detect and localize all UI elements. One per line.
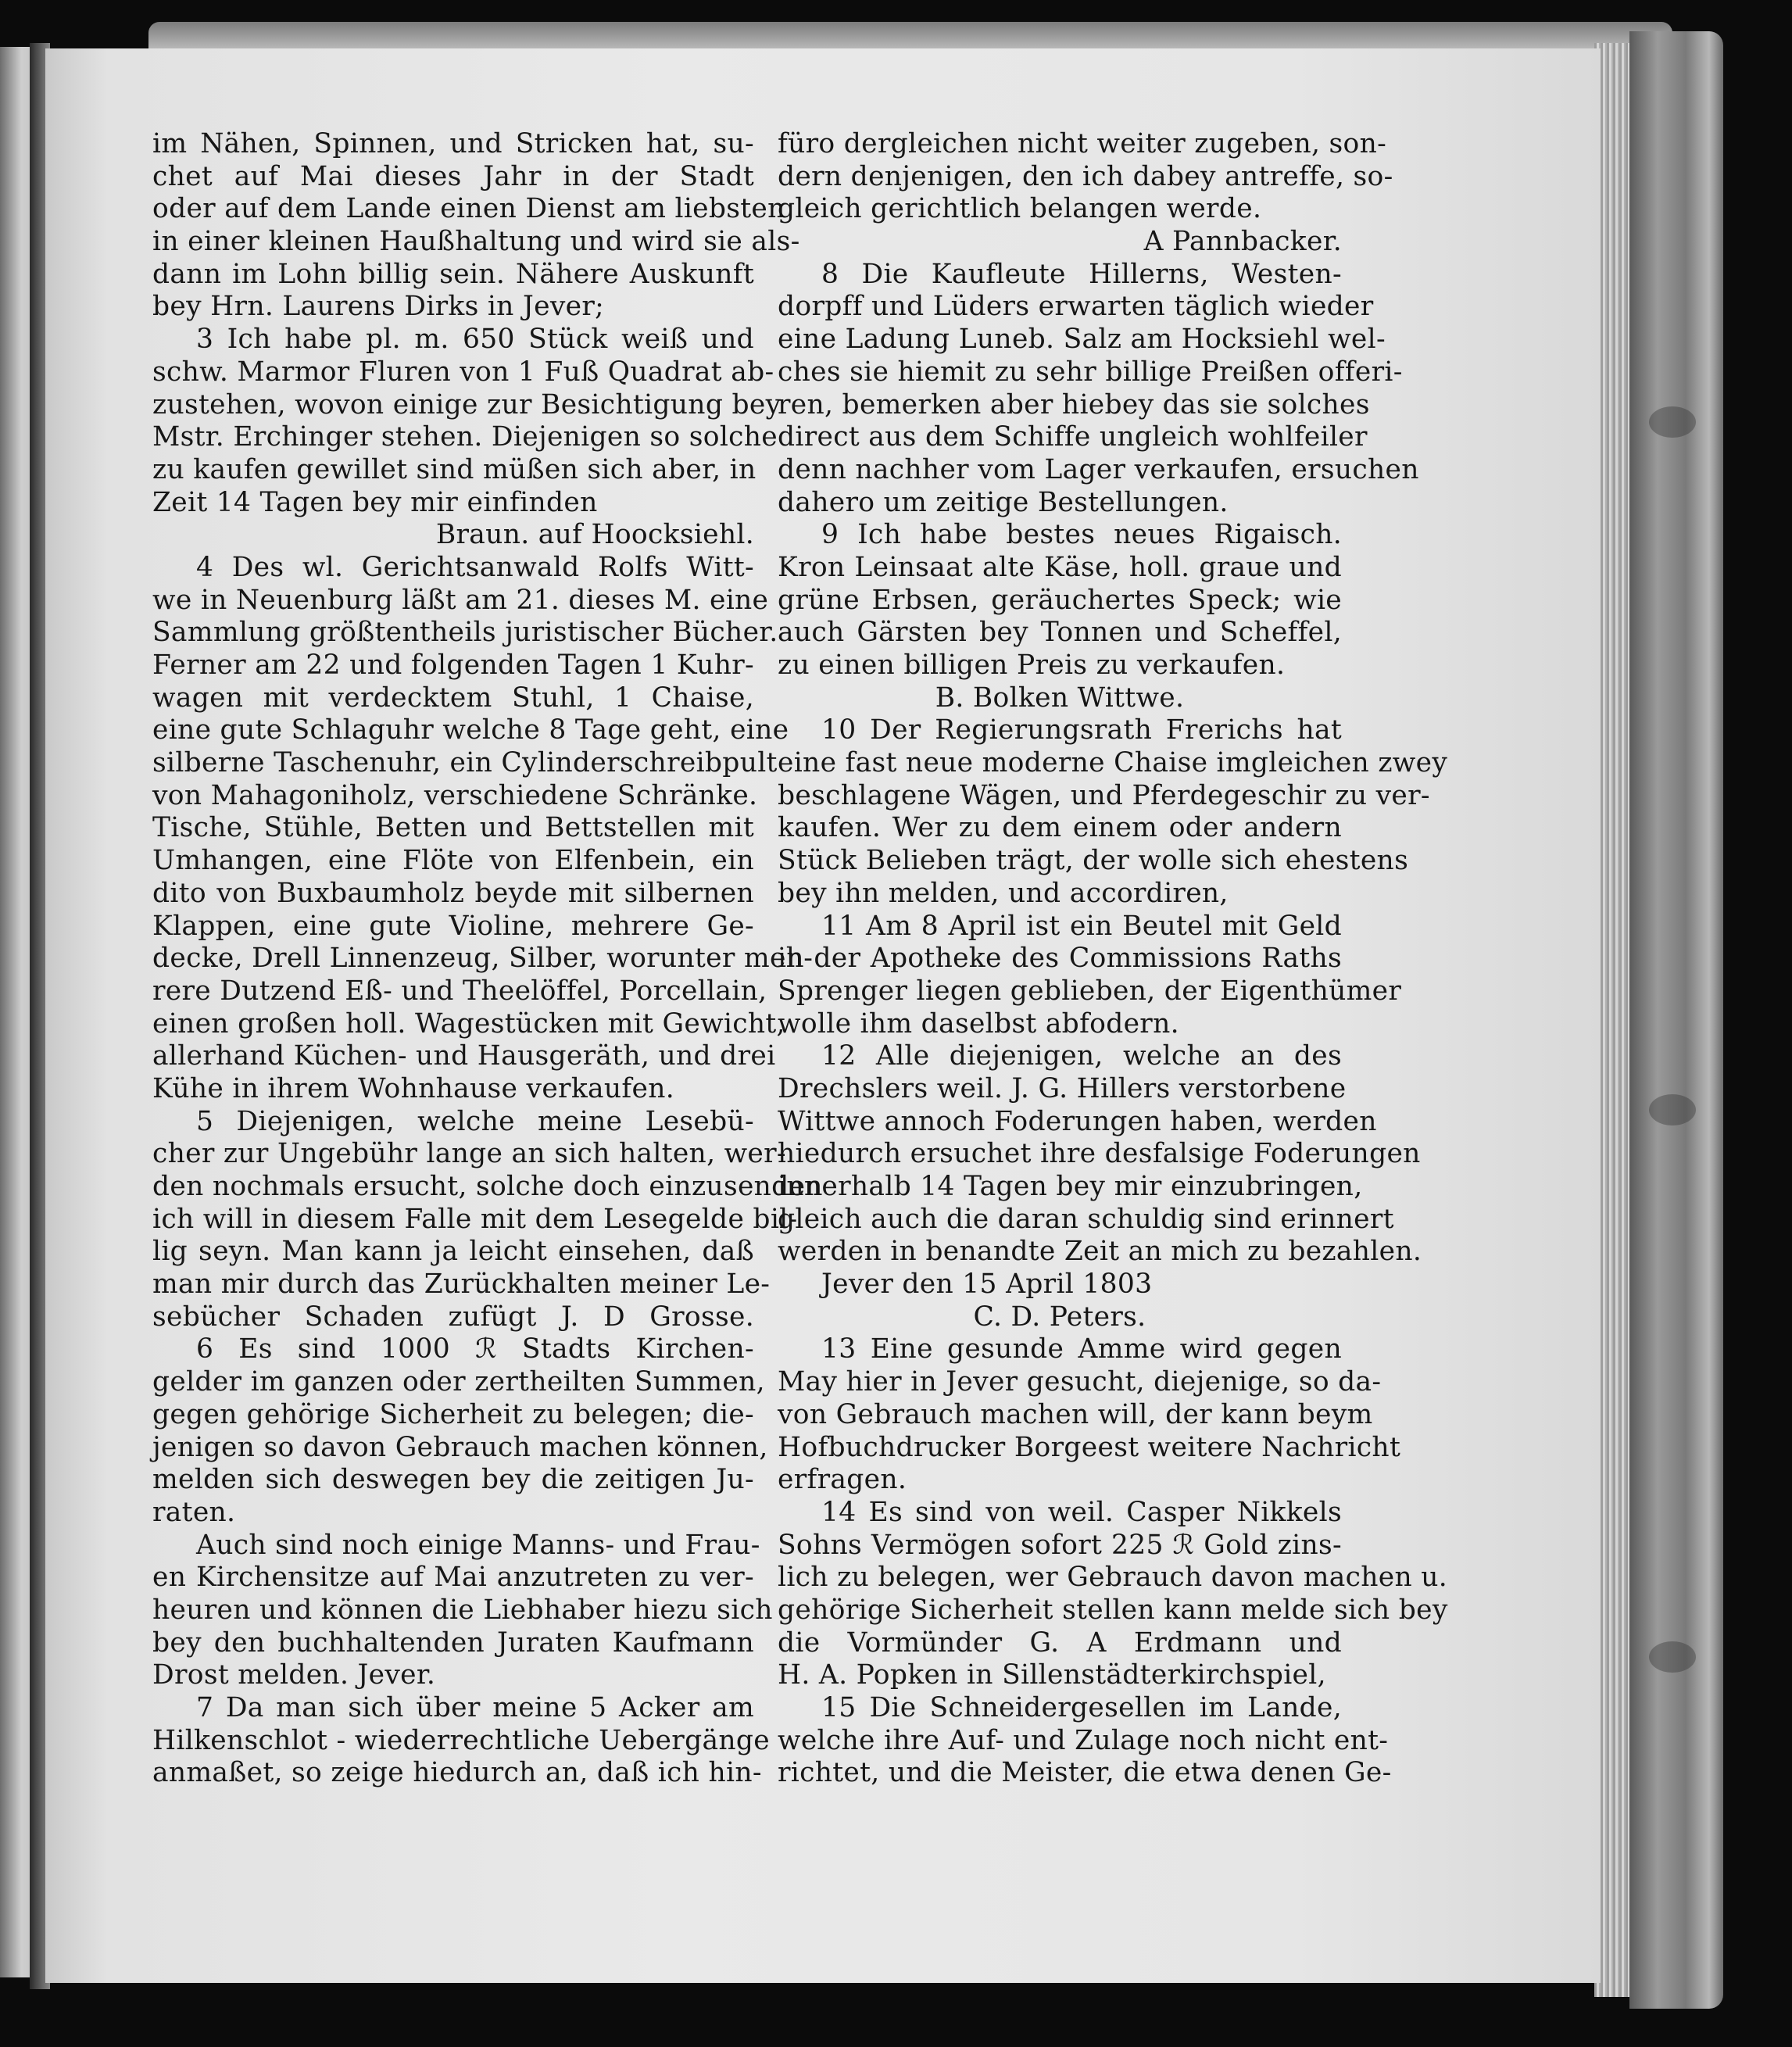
book-cover-edge: [1629, 31, 1723, 2009]
text-line: 4 Des wl. Gerichtsanwald Rolfs Witt-: [196, 551, 754, 583]
text-line: Drost melden. Jever.: [152, 1659, 436, 1691]
text-line: werden in benandte Zeit an mich zu bezahlen.: [778, 1236, 1422, 1268]
text-line: Umhangen, eine Flöte von Elfenbein, ein: [152, 845, 754, 877]
text-line: von Gebrauch machen will, der kann beym: [778, 1398, 1373, 1430]
text-line: raten.: [152, 1496, 236, 1528]
text-line: 7 Da man sich über meine 5 Acker am: [196, 1692, 754, 1723]
text-line: H. A. Popken in Sillenstädterkirchspiel,: [778, 1659, 1326, 1691]
text-line: en Kirchensitze auf Mai anzutreten zu ver-: [152, 1562, 754, 1594]
text-line: ren, bemerken aber hiebey das sie solches: [778, 388, 1370, 420]
text-line: Stück Belieben trägt, der wolle sich ehestens: [778, 845, 1409, 877]
text-line: einen großen holl. Wagestücken mit Gewicht,: [152, 1007, 785, 1040]
text-line: zu einen billigen Preis zu verkaufen.: [778, 650, 1286, 681]
text-line: Mstr. Erchinger stehen. Diejenigen so solche: [152, 421, 778, 453]
text-line: silberne Taschenuhr, ein Cylinderschreibpult: [152, 747, 778, 779]
text-line: dito von Buxbaumholz beyde mit silbernen: [152, 877, 754, 909]
text-line: bey ihn melden, und accordiren,: [778, 877, 1229, 909]
text-line: oder auf dem Lande einen Dienst am liebsten: [152, 193, 785, 225]
text-line: 6 Es sind 1000 ℛ Stadts Kirchen-: [196, 1333, 754, 1365]
text-line: zustehen, wovon einige zur Besichtigung bey: [152, 388, 782, 420]
text-line: we in Neuenburg läßt am 21. dieses M. eine: [152, 584, 769, 616]
text-line: gehörige Sicherheit stellen kann melde sich bey: [778, 1594, 1448, 1626]
text-line: chet auf Mai dieses Jahr in der Stadt: [152, 160, 754, 192]
text-line: Drechslers weil. J. G. Hillers verstorbene: [778, 1072, 1347, 1104]
text-line: Hilkenschlot - wiederrechtliche Uebergänge: [152, 1724, 770, 1756]
text-line: 14 Es sind von weil. Casper Nikkels: [821, 1496, 1342, 1528]
text-line: ich will in diesem Falle mit dem Lesegelde bil-: [152, 1203, 798, 1235]
text-line: rere Dutzend Eß- und Theelöffel, Porcellain,: [152, 975, 767, 1007]
text-line: wagen mit verdecktem Stuhl, 1 Chaise,: [152, 682, 754, 714]
text-column-left: [152, 128, 823, 1790]
text-line: Kron Leinsaat alte Käse, holl. graue und: [778, 551, 1342, 583]
text-line: gleich gerichtlich belangen werde.: [778, 193, 1262, 225]
text-line: dann im Lohn billig sein. Nähere Auskunft: [152, 258, 754, 290]
text-line: gelder im ganzen oder zertheilten Summen,: [152, 1366, 765, 1398]
text-line: 5 Diejenigen, welche meine Lesebü-: [196, 1105, 754, 1137]
text-line: eine Ladung Luneb. Salz am Hocksiehl wel-: [778, 324, 1386, 356]
text-line: kaufen. Wer zu dem einem oder andern: [778, 812, 1342, 844]
text-column-right: [778, 128, 1448, 1790]
text-line: cher zur Ungebühr lange an sich halten, wer-: [152, 1138, 786, 1170]
text-line: bey den buchhaltenden Juraten Kaufmann: [152, 1627, 754, 1659]
text-line: allerhand Küchen- und Hausgeräth, und drei: [152, 1040, 776, 1072]
text-line: die Vormünder G. A Erdmann und: [778, 1627, 1342, 1659]
cover-wear-mark: [1649, 406, 1696, 438]
text-line: 3 Ich habe pl. m. 650 Stück weiß und: [196, 324, 754, 356]
text-line: dern denjenigen, den ich dabey antreffe, so-: [778, 160, 1393, 192]
text-line: Tische, Stühle, Betten und Bettstellen mit: [152, 812, 754, 844]
text-line: 13 Eine gesunde Amme wird gegen: [821, 1333, 1342, 1365]
text-line: decke, Drell Linnenzeug, Silber, worunter meh-: [152, 943, 814, 975]
text-line: schw. Marmor Fluren von 1 Fuß Quadrat ab-: [152, 356, 774, 388]
text-line: eine fast neue moderne Chaise imgleichen zwey: [778, 747, 1448, 779]
cover-wear-mark: [1649, 1641, 1696, 1673]
text-line: Ferner am 22 und folgenden Tagen 1 Kuhr-: [152, 650, 754, 681]
text-line: wolle ihm daselbst abfodern.: [778, 1007, 1179, 1040]
text-line: B. Bolken Wittwe.: [935, 682, 1185, 714]
text-line: lich zu belegen, wer Gebrauch davon machen u.: [778, 1562, 1448, 1594]
text-line: A Pannbacker.: [1143, 226, 1342, 258]
text-line: gegen gehörige Sicherheit zu belegen; die-: [152, 1398, 754, 1430]
text-line: füro dergleichen nicht weiter zugeben, son-: [778, 128, 1387, 159]
text-line: in einer kleinen Haußhaltung und wird sie als-: [152, 226, 800, 258]
text-line: beschlagene Wägen, und Pferdegeschir zu ver-: [778, 779, 1430, 811]
text-line: Sammlung größtentheils juristischer Bücher.: [152, 617, 778, 649]
text-line: dorpff und Lüders erwarten täglich wieder: [778, 291, 1374, 323]
text-line: denn nachher vom Lager verkaufen, ersuchen: [778, 453, 1419, 485]
text-line: erfragen.: [778, 1464, 907, 1496]
text-line: ches sie hiemit zu sehr billige Preißen offeri-: [778, 356, 1403, 388]
text-line: zu kaufen gewillet sind müßen sich aber, in: [152, 453, 757, 485]
text-line: im Nähen, Spinnen, und Stricken hat, su-: [152, 128, 754, 159]
text-line: gleich auch die daran schuldig sind erinnert: [778, 1203, 1394, 1235]
text-line: 12 Alle diejenigen, welche an des: [821, 1040, 1342, 1072]
text-line: 9 Ich habe bestes neues Rigaisch.: [821, 519, 1342, 551]
text-line: Kühe in ihrem Wohnhause verkaufen.: [152, 1072, 674, 1104]
text-line: grüne Erbsen, geräuchertes Speck; wie: [778, 584, 1342, 616]
text-line: Zeit 14 Tagen bey mir einfinden: [152, 486, 598, 518]
text-line: 11 Am 8 April ist ein Beutel mit Geld: [821, 910, 1342, 942]
text-line: Klappen, eine gute Violine, mehrere Ge-: [152, 910, 754, 942]
text-line: 8 Die Kaufleute Hillerns, Westen-: [821, 258, 1342, 290]
text-line: welche ihre Auf- und Zulage noch nicht ent-: [778, 1724, 1389, 1756]
text-line: hiedurch ersuchet ihre desfalsige Foderungen: [778, 1138, 1421, 1170]
text-line: innerhalb 14 Tagen bey mir einzubringen,: [778, 1171, 1363, 1202]
text-line: jenigen so davon Gebrauch machen können,: [152, 1431, 768, 1463]
text-line: C. D. Peters.: [973, 1301, 1146, 1333]
text-line: anmaßet, so zeige hiedurch an, daß ich hin-: [152, 1757, 762, 1789]
text-line: Wittwe annoch Foderungen haben, werden: [778, 1105, 1377, 1137]
text-line: von Mahagoniholz, verschiedene Schränke.: [152, 779, 758, 811]
text-line: Braun. auf Hoocksiehl.: [435, 519, 754, 551]
text-line: bey Hrn. Laurens Dirks in Jever;: [152, 291, 605, 323]
text-line: eine gute Schlaguhr welche 8 Tage geht, eine: [152, 714, 789, 746]
text-line: man mir durch das Zurückhalten meiner Le-: [152, 1269, 771, 1301]
text-line: in der Apotheke des Commissions Raths: [778, 943, 1342, 975]
text-line: Sohns Vermögen sofort 225 ℛ Gold zins-: [778, 1529, 1342, 1561]
cover-wear-mark: [1649, 1094, 1696, 1125]
text-line: melden sich deswegen bey die zeitigen Ju-: [152, 1464, 754, 1496]
text-line: direct aus dem Schiffe ungleich wohlfeiler: [778, 421, 1368, 453]
text-line: 15 Die Schneidergesellen im Lande,: [821, 1692, 1342, 1723]
text-line: Sprenger liegen geblieben, der Eigenthümer: [778, 975, 1402, 1007]
text-line: sebücher Schaden zufügt J. D Grosse.: [152, 1301, 754, 1333]
text-line: 10 Der Regierungsrath Frerichs hat: [821, 714, 1342, 746]
text-line: heuren und können die Liebhaber hiezu sich: [152, 1594, 773, 1626]
text-line: May hier in Jever gesucht, diejenige, so da-: [778, 1366, 1382, 1398]
text-line: Jever den 15 April 1803: [821, 1269, 1153, 1301]
text-line: Hofbuchdrucker Borgeest weitere Nachricht: [778, 1431, 1401, 1463]
text-line: lig seyn. Man kann ja leicht einsehen, daß: [152, 1236, 754, 1268]
text-line: Auch sind noch einige Manns- und Frau-: [196, 1529, 760, 1561]
text-line: richtet, und die Meister, die etwa denen Ge-: [778, 1757, 1392, 1789]
text-line: auch Gärsten bey Tonnen und Scheffel,: [778, 617, 1342, 649]
text-line: den nochmals ersucht, solche doch einzusenden: [152, 1171, 823, 1202]
text-line: dahero um zeitige Bestellungen.: [778, 486, 1229, 518]
